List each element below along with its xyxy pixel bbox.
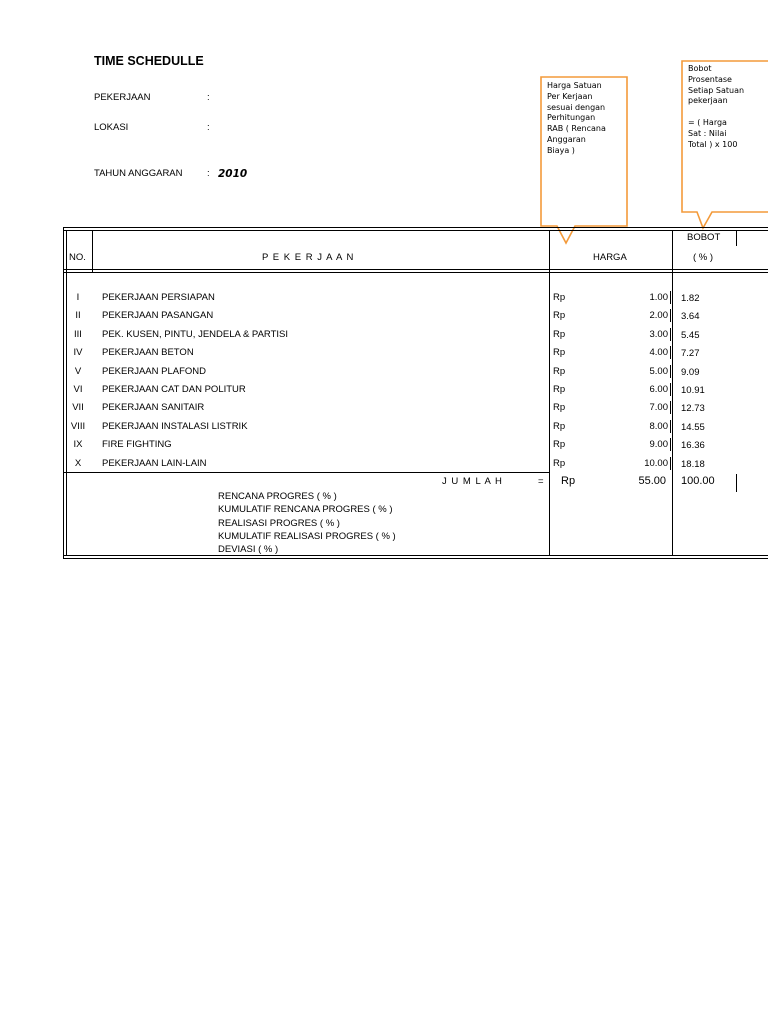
row-pekerjaan: PEKERJAAN PASANGAN [102, 310, 214, 321]
row-weight: 18.18 [681, 459, 705, 470]
table-rule [63, 227, 768, 228]
row-separator [670, 309, 671, 322]
total-price: 55.00 [638, 475, 666, 487]
row-number: VIII [70, 421, 86, 432]
row-currency: Rp [553, 421, 566, 432]
table-rule [63, 558, 768, 559]
row-weight: 5.45 [681, 330, 700, 341]
row-pekerjaan: PEKERJAAN SANITAIR [102, 402, 205, 413]
row-price: 6.00 [649, 384, 668, 395]
summary-line: REALISASI PROGRES ( % ) [218, 518, 340, 529]
row-currency: Rp [553, 292, 566, 303]
table-rule [92, 230, 93, 273]
row-price: 4.00 [649, 347, 668, 358]
total-weight: 100.00 [681, 475, 715, 487]
tahun-anggaran-value: 2010 [218, 168, 248, 180]
row-separator [670, 383, 671, 396]
table-rule [63, 269, 768, 270]
total-currency: Rp [561, 475, 576, 487]
row-weight: 1.82 [681, 293, 700, 304]
row-pekerjaan: PEKERJAAN PERSIAPAN [102, 292, 215, 303]
field-label-lokasi: LOKASI [94, 122, 129, 133]
row-number: IV [73, 347, 83, 358]
row-weight: 10.91 [681, 385, 705, 396]
row-price: 9.00 [649, 439, 668, 450]
row-weight: 12.73 [681, 403, 705, 414]
row-weight: 7.27 [681, 348, 700, 359]
callout-harga-text: Harga Satuan Per Kerjaan sesuai dengan Perhitungan RAB ( Rencana Anggaran Biaya ) [547, 81, 606, 155]
row-number: VII [72, 402, 84, 413]
row-currency: Rp [553, 310, 566, 321]
row-price: 10.00 [644, 458, 668, 469]
table-rule [736, 230, 737, 246]
row-separator [670, 457, 671, 470]
row-number: III [74, 329, 82, 340]
header-harga: HARGA [593, 252, 627, 263]
row-separator [670, 328, 671, 341]
callout-bobot-text: Bobot Prosentase Setiap Satuan pekerjaan = ( Harga Sat : Nilai Total ) x 100 [688, 64, 745, 149]
row-currency: Rp [553, 439, 566, 450]
row-separator [670, 420, 671, 433]
row-weight: 14.55 [681, 422, 705, 433]
row-currency: Rp [553, 402, 566, 413]
row-currency: Rp [553, 366, 566, 377]
row-currency: Rp [553, 329, 566, 340]
page-title: TIME SCHEDULLE [94, 54, 204, 68]
row-separator [670, 346, 671, 359]
total-equals: = [538, 476, 544, 487]
field-colon-lokasi: : [207, 122, 210, 133]
row-currency: Rp [553, 384, 566, 395]
row-separator [670, 438, 671, 451]
field-label-pekerjaan: PEKERJAAN [94, 92, 151, 103]
table-rule [672, 230, 673, 556]
table-rule [63, 472, 550, 473]
field-colon-tahun-anggaran: : [207, 168, 210, 179]
row-number: II [75, 310, 81, 321]
row-number: V [74, 366, 82, 377]
field-label-tahun-anggaran: TAHUN ANGGARAN [94, 168, 183, 179]
row-price: 7.00 [649, 402, 668, 413]
table-rule [736, 474, 737, 492]
row-number: I [76, 292, 80, 303]
total-label: J U M L A H [442, 476, 503, 487]
table-rule [63, 230, 768, 231]
row-weight: 3.64 [681, 311, 700, 322]
header-bobot-unit: ( % ) [693, 252, 714, 263]
row-price: 2.00 [649, 310, 668, 321]
table-rule [63, 555, 768, 556]
summary-line: RENCANA PROGRES ( % ) [218, 491, 337, 502]
row-number: VI [73, 384, 83, 395]
table-rule [63, 272, 768, 273]
header-bobot: BOBOT [687, 232, 721, 243]
row-number: X [74, 458, 82, 469]
row-pekerjaan: FIRE FIGHTING [102, 439, 172, 450]
row-currency: Rp [553, 347, 566, 358]
callout-shapes [0, 0, 768, 260]
row-price: 1.00 [649, 292, 668, 303]
row-number: IX [73, 439, 83, 450]
row-pekerjaan: PEKERJAAN PLAFOND [102, 366, 206, 377]
summary-line: KUMULATIF RENCANA PROGRES ( % ) [218, 504, 393, 515]
row-currency: Rp [553, 458, 566, 469]
row-weight: 9.09 [681, 367, 700, 378]
row-price: 8.00 [649, 421, 668, 432]
row-separator [670, 291, 671, 304]
summary-line: DEVIASI ( % ) [218, 544, 279, 555]
table-rule [549, 230, 550, 556]
row-pekerjaan: PEKERJAAN INSTALASI LISTRIK [102, 421, 248, 432]
row-price: 5.00 [649, 366, 668, 377]
row-pekerjaan: PEKERJAAN LAIN-LAIN [102, 458, 207, 469]
row-pekerjaan: PEKERJAAN CAT DAN POLITUR [102, 384, 246, 395]
row-pekerjaan: PEKERJAAN BETON [102, 347, 194, 358]
summary-line: KUMULATIF REALISASI PROGRES ( % ) [218, 531, 396, 542]
row-pekerjaan: PEK. KUSEN, PINTU, JENDELA & PARTISI [102, 329, 289, 340]
row-separator [670, 401, 671, 414]
header-no: NO. [69, 252, 86, 263]
row-price: 3.00 [649, 329, 668, 340]
row-separator [670, 365, 671, 378]
row-weight: 16.36 [681, 440, 705, 451]
header-pekerjaan: P E K E R J A A N [262, 252, 355, 263]
field-colon-pekerjaan: : [207, 92, 210, 103]
